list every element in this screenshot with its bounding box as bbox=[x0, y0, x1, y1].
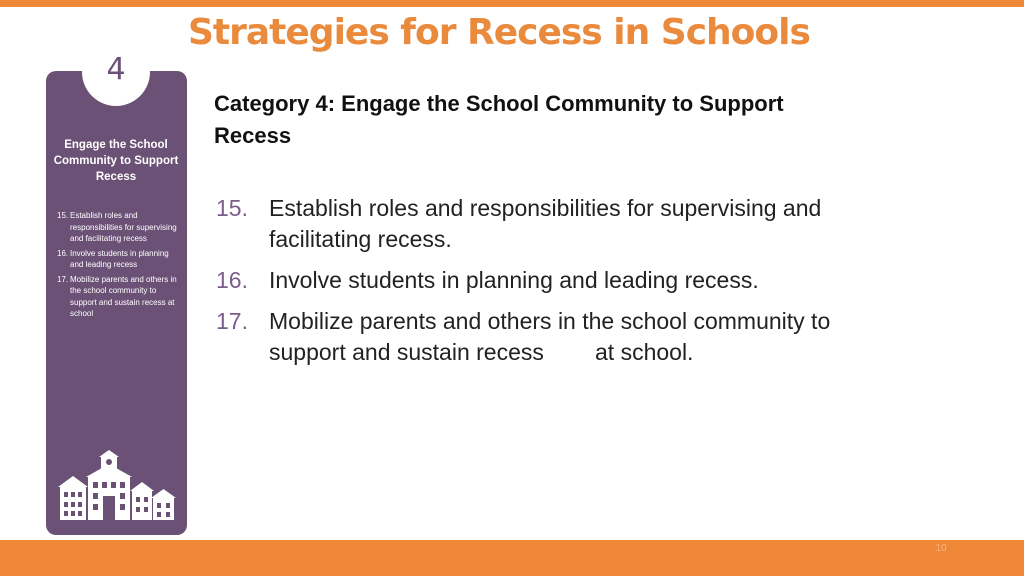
top-accent-bar bbox=[0, 0, 1024, 7]
sidebar-item-text: Establish roles and responsibilities for supervising and facilitating recess bbox=[70, 211, 177, 243]
category-title: Category 4: Engage the School Community to Support Recess bbox=[214, 91, 784, 148]
strategy-text: Establish roles and responsibilities for supervising and facilitating recess. bbox=[269, 195, 828, 252]
strategy-number: 16. bbox=[216, 267, 248, 293]
strategy-item bbox=[216, 265, 876, 296]
slide-title: Strategies for Recess in Schools bbox=[188, 12, 810, 53]
sidebar-item-number: 17. bbox=[57, 274, 69, 284]
sidebar-item-number: 16. bbox=[57, 248, 69, 258]
strategy-list bbox=[216, 193, 876, 378]
strategy-number: 15. bbox=[216, 195, 248, 221]
sidebar-list-item bbox=[57, 210, 182, 245]
strategy-item bbox=[216, 193, 876, 255]
sidebar-list-item bbox=[57, 248, 182, 271]
sidebar-item-text: Involve students in planning and leading recess bbox=[70, 248, 169, 269]
sidebar-heading: Engage the School Community to Support Recess bbox=[53, 139, 179, 183]
sidebar-list-item bbox=[57, 274, 182, 320]
strategy-text: Involve students in planning and leading recess. bbox=[269, 267, 759, 293]
bottom-accent-bar bbox=[0, 540, 1024, 576]
badge-number: 4 bbox=[106, 52, 126, 87]
strategy-item bbox=[216, 306, 876, 368]
strategy-number: 17. bbox=[216, 308, 248, 334]
sidebar-item-number: 15. bbox=[57, 211, 69, 220]
strategy-text: Mobilize parents and others in the school community to support and sustain recess at school. bbox=[269, 308, 837, 365]
page-number: 10 bbox=[935, 543, 947, 554]
sidebar-strategy-list bbox=[57, 210, 182, 323]
sidebar-item-text: Mobilize parents and others in the school community to support and sustain recess at school bbox=[70, 274, 177, 318]
school-building-icon bbox=[58, 450, 176, 522]
